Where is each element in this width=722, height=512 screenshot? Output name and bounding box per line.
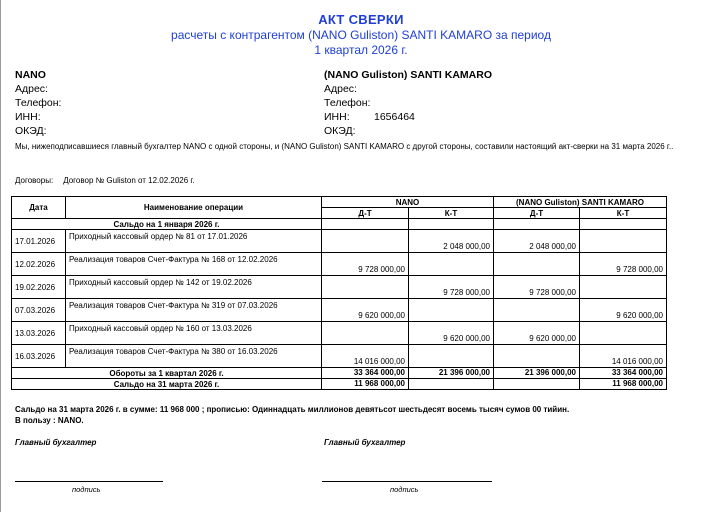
document-title: АКТ СВЕРКИ — [318, 12, 404, 27]
turnover-right-credit: 33 364 000,00 — [580, 368, 667, 379]
row-date: 19.02.2026 — [12, 276, 66, 299]
opening-right-debit — [494, 219, 580, 230]
closing-right-credit: 11 968 000,00 — [580, 379, 667, 390]
opening-left-debit — [322, 219, 409, 230]
row-right-debit: 9 620 000,00 — [494, 322, 580, 345]
party-right-address-label: Адрес: — [324, 83, 357, 95]
document-subtitle: расчеты с контрагентом (NANO Guliston) SANTI KAMARO за период — [171, 28, 551, 42]
balance-summary — [15, 404, 569, 426]
closing-right-debit — [494, 379, 580, 390]
turnover-left-credit: 21 396 000,00 — [409, 368, 494, 379]
turnover-row — [12, 368, 667, 379]
row-left-debit — [322, 322, 409, 345]
closing-left-credit — [409, 379, 494, 390]
party-left-details — [15, 68, 65, 138]
party-right-name: (NANO Guliston) SANTI KAMARO — [324, 69, 492, 81]
document-period: 1 квартал 2026 г. — [314, 43, 408, 57]
table-header-row — [12, 197, 667, 208]
row-right-credit: 14 016 000,00 — [580, 345, 667, 368]
party-left-address-label: Адрес: — [15, 83, 48, 95]
row-operation: Реализация товаров Счет-Фактура № 380 от 16.03.2026 — [66, 345, 322, 368]
row-left-credit — [409, 299, 494, 322]
row-right-credit: 9 620 000,00 — [580, 299, 667, 322]
signature-left-line — [15, 481, 163, 482]
row-right-credit — [580, 230, 667, 253]
closing-left-debit: 11 968 000,00 — [322, 379, 409, 390]
row-left-credit: 9 620 000,00 — [409, 322, 494, 345]
opening-right-credit — [580, 219, 667, 230]
contracts-value: Договор № Guliston от 12.02.2026 г. — [63, 176, 195, 185]
party-right-details — [324, 68, 492, 138]
turnover-left-debit: 33 364 000,00 — [322, 368, 409, 379]
row-operation: Приходный кассовый ордер № 160 от 13.03.2026 — [66, 322, 322, 345]
balance-summary-beneficiary: В пользу : NANO. — [15, 416, 84, 425]
turnover-right-debit: 21 396 000,00 — [494, 368, 580, 379]
row-date: 07.03.2026 — [12, 299, 66, 322]
table-row — [12, 253, 667, 276]
row-right-debit — [494, 345, 580, 368]
intro-paragraph: Мы, нижеподписавшиеся главный бухгалтер NANO с одной стороны, и (NANO Guliston) SANTI KAMARO с другой стороны, составили настоящий акт-сверки на 31 марта 2026 г.. — [15, 142, 674, 151]
table-row — [12, 345, 667, 368]
left-window-edge — [0, 0, 1, 512]
balance-summary-amount: Сальдо на 31 марта 2026 г. в сумме: 11 968 000 ; прописью: Одиннадцать миллионов девятьсот шестьдесят восемь тысяч сумов 00 тийин. — [15, 405, 570, 414]
row-right-credit — [580, 276, 667, 299]
party-left-inn-label: ИНН: — [15, 111, 41, 123]
party-left-name: NANO — [15, 69, 46, 81]
contracts-line — [15, 176, 195, 185]
row-operation: Реализация товаров Счет-Фактура № 168 от 12.02.2026 — [66, 253, 322, 276]
row-right-debit: 2 048 000,00 — [494, 230, 580, 253]
row-left-credit — [409, 345, 494, 368]
reconciliation-table — [11, 196, 667, 390]
signature-left-title: Главный бухгалтер — [15, 438, 97, 447]
row-left-debit: 14 016 000,00 — [322, 345, 409, 368]
opening-balance-label: Сальдо на 1 января 2026 г. — [12, 219, 322, 230]
party-left-phone-label: Телефон: — [15, 97, 62, 109]
row-right-credit: 9 728 000,00 — [580, 253, 667, 276]
row-date: 12.02.2026 — [12, 253, 66, 276]
turnover-label: Обороты за 1 квартал 2026 г. — [12, 368, 322, 379]
table-row — [12, 299, 667, 322]
row-date: 16.03.2026 — [12, 345, 66, 368]
signature-right-title: Главный бухгалтер — [324, 438, 406, 447]
row-left-debit — [322, 230, 409, 253]
row-left-credit — [409, 253, 494, 276]
table-row — [12, 230, 667, 253]
closing-balance-label: Сальдо на 31 марта 2026 г. — [12, 379, 322, 390]
table-row — [12, 322, 667, 345]
row-operation: Приходный кассовый ордер № 142 от 19.02.2026 — [66, 276, 322, 299]
row-operation: Реализация товаров Счет-Фактура № 319 от 07.03.2026 — [66, 299, 322, 322]
header-date: Дата — [12, 197, 66, 219]
row-date: 17.01.2026 — [12, 230, 66, 253]
party-right-phone-label: Телефон: — [324, 97, 371, 109]
header-left-credit: К-Т — [409, 208, 494, 219]
table-row — [12, 276, 667, 299]
closing-balance-row — [12, 379, 667, 390]
opening-balance-row — [12, 219, 667, 230]
party-right-oked-label: ОКЭД: — [324, 125, 356, 137]
row-left-debit — [322, 276, 409, 299]
header-party-right: (NANO Guliston) SANTI KAMARO — [494, 197, 667, 208]
row-operation: Приходный кассовый ордер № 81 от 17.01.2026 — [66, 230, 322, 253]
row-right-debit: 9 728 000,00 — [494, 276, 580, 299]
row-left-credit: 2 048 000,00 — [409, 230, 494, 253]
header-party-left: NANO — [322, 197, 494, 208]
header-right-debit: Д-Т — [494, 208, 580, 219]
signature-left-caption: подпись — [72, 485, 101, 494]
row-left-credit: 9 728 000,00 — [409, 276, 494, 299]
row-left-debit: 9 728 000,00 — [322, 253, 409, 276]
signature-right-caption: подпись — [390, 485, 419, 494]
contracts-label: Договоры: — [15, 176, 54, 185]
row-date: 13.03.2026 — [12, 322, 66, 345]
header-right-credit: К-Т — [580, 208, 667, 219]
party-right-inn-value: 1656464 — [374, 111, 415, 123]
header-operation: Наименование операции — [66, 197, 322, 219]
row-left-debit: 9 620 000,00 — [322, 299, 409, 322]
party-left-oked-label: ОКЭД: — [15, 125, 47, 137]
row-right-credit — [580, 322, 667, 345]
header-left-debit: Д-Т — [322, 208, 409, 219]
opening-left-credit — [409, 219, 494, 230]
row-right-debit — [494, 299, 580, 322]
signature-right-line — [322, 481, 492, 482]
row-right-debit — [494, 253, 580, 276]
party-right-inn-label: ИНН: — [324, 111, 350, 123]
